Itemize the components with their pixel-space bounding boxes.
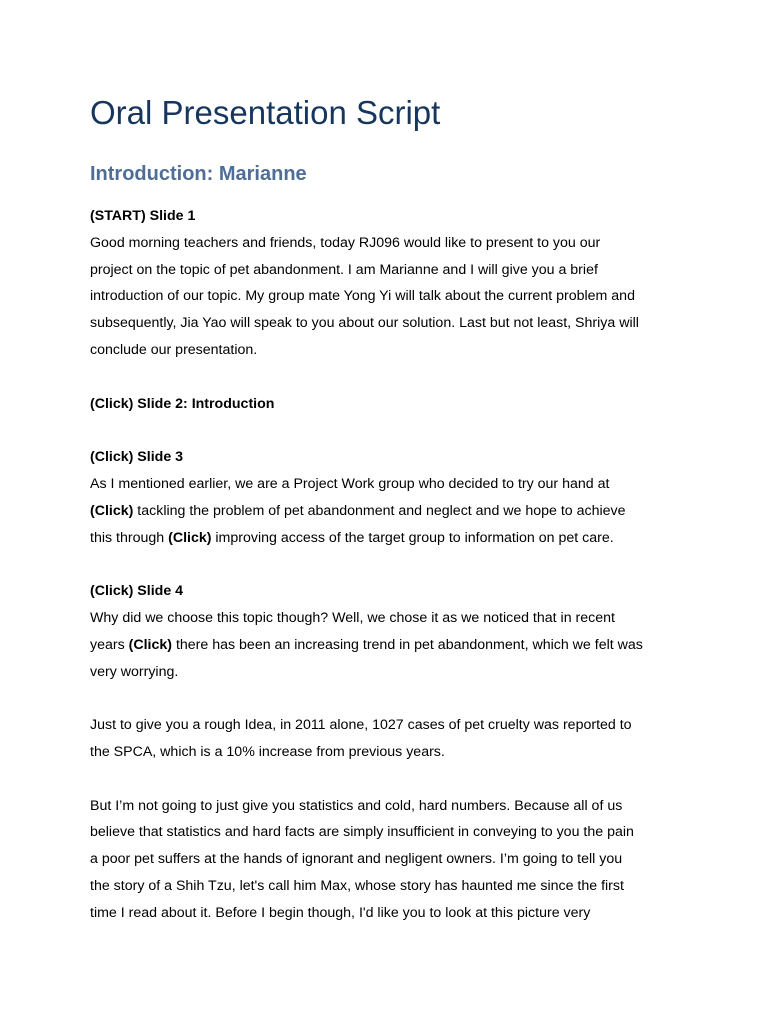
story-line-5: time I read about it. Before I begin though, I'd like you to look at this picture very [90,904,591,921]
slide1-line-5: conclude our presentation. [90,341,258,358]
section-heading-introduction: Introduction: Marianne [90,163,307,185]
slide3-line-1: As I mentioned earlier, we are a Project Work group who decided to try our hand at [90,475,610,492]
slide1-line-2: project on the topic of pet abandonment. I am Marianne and I will give you a brief [90,261,598,278]
paragraph-spacer [90,685,690,712]
slide1-label: (START) Slide 1 [90,208,196,224]
slide3-line-3-text: this through [90,529,169,546]
slide4-line-2-rest: there has been an increasing trend in pet abandonment, which we felt was [172,636,643,653]
story-line-2: believe that statistics and hard facts are simply insufficient in conveying to you the pain [90,824,634,841]
slide4-line-2-text: years [90,636,129,653]
slide4-line-2 [90,632,690,659]
click-cue: (Click) [128,636,172,653]
document-title: Oral Presentation Script [90,94,441,131]
slide3-line-3-rest: improving access of the target group to information on pet care. [211,529,614,546]
stats-line-2: the SPCA, which is a 10% increase from previous years. [90,743,445,760]
slide4-line-3: very worrying. [90,663,179,680]
slide3-line-3 [90,525,690,552]
document-body [90,203,690,927]
paragraph-spacer [90,417,690,444]
slide1-line-4: subsequently, Jia Yao will speak to you about our solution. Last but not least, Shriya will [90,315,639,332]
stats-line-1: Just to give you a rough Idea, in 2011 alone, 1027 cases of pet cruelty was reported to [90,717,632,734]
slide1-line-1: Good morning teachers and friends, today RJ096 would like to present to you our [90,234,601,251]
slide3-line-2-text: tackling the problem of pet abandonment and neglect and we hope to achieve [133,502,626,519]
slide4-label: (Click) Slide 4 [90,583,184,600]
paragraph-spacer [90,551,690,578]
slide4-line-1: Why did we choose this topic though? Well, we chose it as we noticed that in recent [90,609,615,626]
click-cue: (Click) [168,529,212,546]
story-line-1: But I’m not going to just give you statistics and cold, hard numbers. Because all of us [90,797,623,814]
story-line-3: a poor pet suffers at the hands of ignorant and negligent owners. I’m going to tell you [90,851,623,868]
slide3-label: (Click) Slide 3 [90,449,184,466]
story-line-4: the story of a Shih Tzu, let's call him Max, whose story has haunted me since the first [90,877,624,894]
slide1-line-3: introduction of our topic. My group mate Yong Yi will talk about the current problem and [90,288,635,305]
click-cue: (Click) [90,502,134,519]
slide2-label: (Click) Slide 2: Introduction [90,395,275,412]
slide3-line-2 [90,498,690,525]
paragraph-spacer [90,364,690,391]
paragraph-spacer [90,766,690,793]
